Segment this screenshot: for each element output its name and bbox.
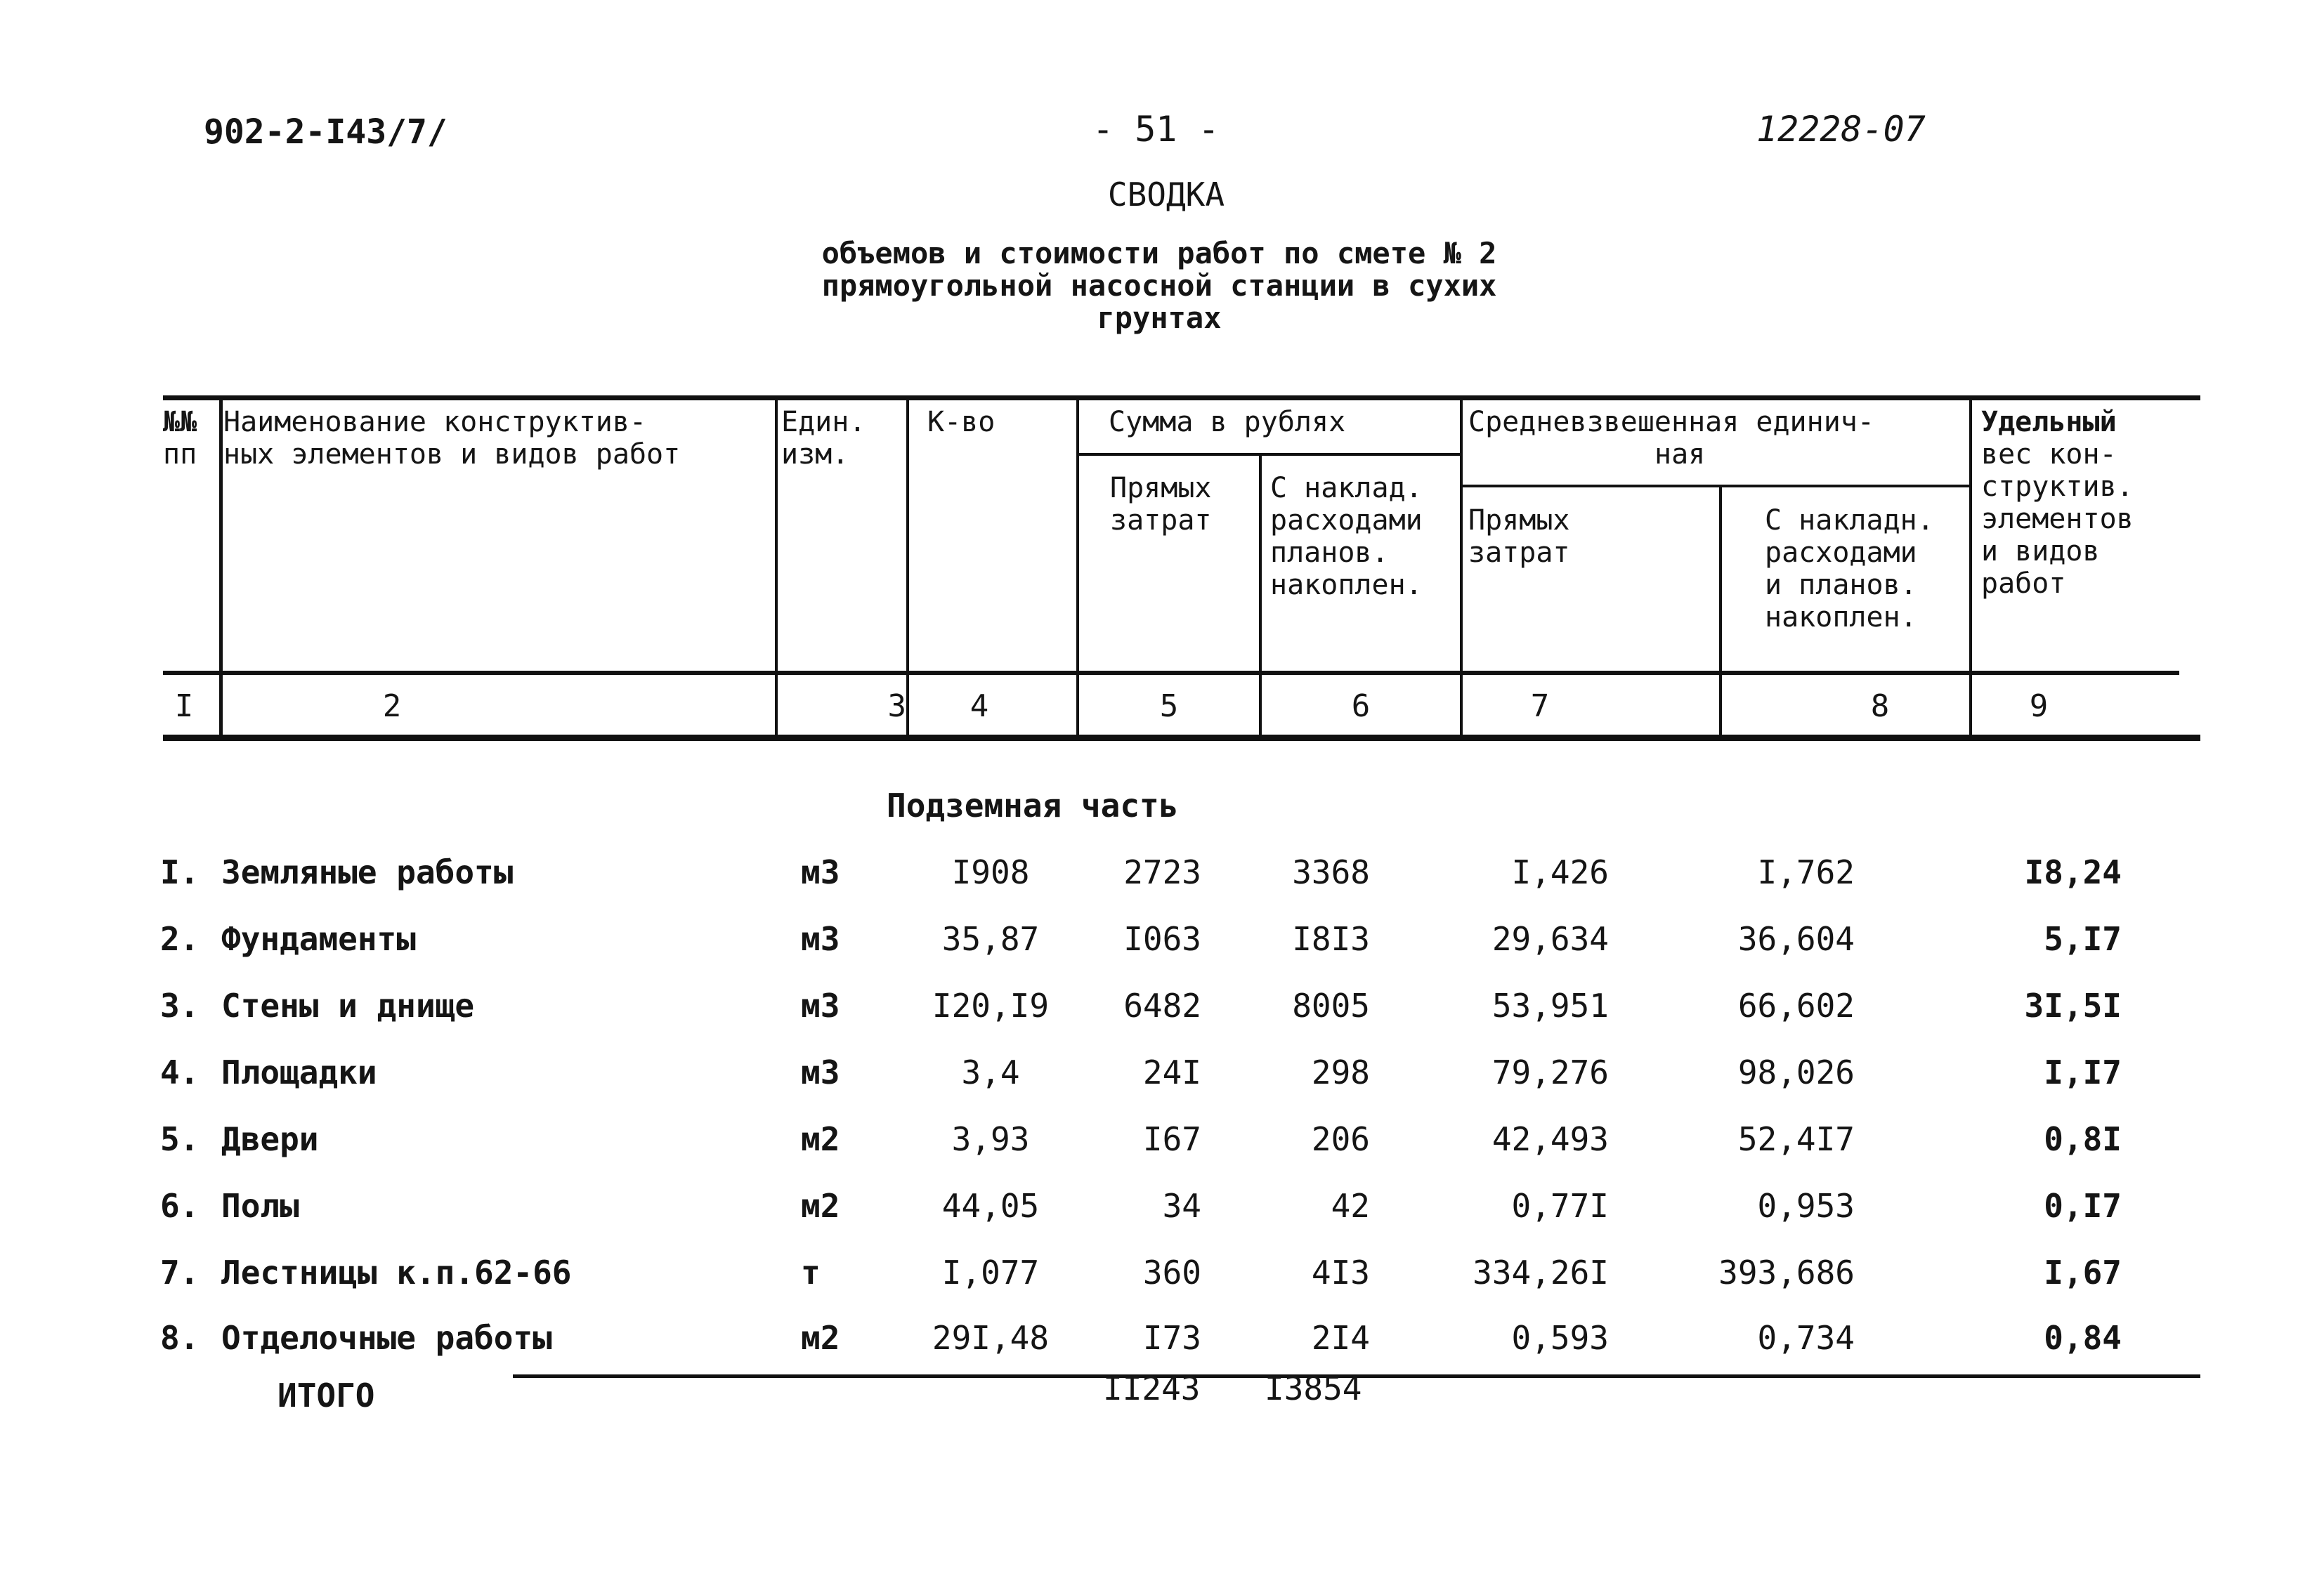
table-cell-weight: 5,I7: [2044, 920, 2122, 958]
header-weight-5: и видов: [1981, 535, 2100, 567]
table-cell-qty: 44,05: [941, 1187, 1040, 1225]
colnum-bottom-rule: [163, 735, 2200, 741]
header-num-2: пп: [163, 438, 197, 471]
table-cell-unit: т: [801, 1254, 821, 1292]
header-weight-1: Удельный: [1981, 406, 2117, 438]
header-sum-overhead-1: С наклад.: [1270, 472, 1423, 504]
col-divider-4: [1076, 398, 1079, 737]
column-number-4: 4: [970, 688, 989, 724]
table-cell-num: I.: [160, 853, 200, 891]
sum-group-rule: [1078, 453, 1461, 456]
header-sum-direct-1: Прямых: [1110, 472, 1212, 504]
inventory-number: 12228-07: [1756, 109, 1926, 150]
header-sum-overhead-4: накоплен.: [1270, 569, 1423, 601]
column-number-6: 6: [1351, 688, 1371, 724]
table-cell-avg-direct: 334,26I: [1473, 1254, 1609, 1292]
column-number-7: 7: [1530, 688, 1550, 724]
table-cell-weight: 3I,5I: [2024, 987, 2122, 1025]
header-unit-1: Един.: [781, 406, 866, 438]
table-cell-avg-overhead: 393,686: [1718, 1254, 1855, 1292]
table-cell-sum-overhead: 298: [1311, 1053, 1370, 1091]
table-cell-unit: м2: [801, 1319, 840, 1357]
header-avg-direct-1: Прямых: [1468, 504, 1570, 537]
table-cell-qty: 3,4: [961, 1053, 1020, 1091]
table-cell-avg-direct: 79,276: [1491, 1053, 1609, 1091]
column-number-2: 2: [382, 688, 402, 724]
avg-group-rule: [1461, 485, 1971, 487]
table-cell-avg-direct: 0,593: [1511, 1319, 1609, 1357]
table-cell-qty: I908: [951, 853, 1030, 891]
table-cell-unit: м3: [801, 920, 840, 958]
table-cell-qty: I20,I9: [932, 987, 1050, 1025]
table-cell-avg-overhead: 0,734: [1757, 1319, 1855, 1357]
table-cell-weight: I,67: [2044, 1254, 2122, 1292]
table-cell-sum-direct: 34: [1162, 1187, 1201, 1225]
table-cell-sum-overhead: 2I4: [1311, 1319, 1370, 1357]
header-weight-4: элементов: [1981, 503, 2134, 535]
table-cell-qty: I,077: [941, 1254, 1040, 1292]
table-cell-name: Земляные работы: [221, 853, 514, 891]
table-cell-sum-direct: 360: [1142, 1254, 1201, 1292]
column-number-9: 9: [2029, 688, 2049, 724]
header-unit-2: изм.: [781, 438, 849, 471]
table-cell-avg-direct: 42,493: [1491, 1120, 1609, 1158]
header-weight-3: структив.: [1981, 471, 2134, 503]
table-cell-avg-direct: 53,951: [1491, 987, 1609, 1025]
table-cell-sum-direct: I063: [1123, 920, 1201, 958]
header-avg-group-2: ная: [1654, 438, 1706, 471]
header-avg-overhead-2: расходами: [1765, 537, 1917, 569]
table-cell-weight: I,I7: [2044, 1053, 2122, 1091]
table-cell-avg-overhead: 52,4I7: [1737, 1120, 1855, 1158]
table-cell-avg-overhead: 66,602: [1737, 987, 1855, 1025]
header-qty: К-во: [927, 406, 995, 438]
table-cell-avg-overhead: I,762: [1757, 853, 1855, 891]
table-cell-sum-overhead: 8005: [1292, 987, 1370, 1025]
header-sum-overhead-3: планов.: [1270, 537, 1389, 569]
header-name-2: ных элементов и видов работ: [223, 438, 681, 471]
table-cell-name: Стены и днище: [221, 987, 475, 1025]
header-avg-overhead-4: накоплен.: [1765, 601, 1917, 633]
total-label: ИТОГО: [278, 1377, 375, 1414]
table-cell-avg-overhead: 36,604: [1737, 920, 1855, 958]
table-top-rule: [163, 395, 2200, 400]
col-divider-8: [1969, 398, 1972, 737]
table-cell-sum-direct: I73: [1142, 1319, 1201, 1357]
table-cell-name: Площадки: [221, 1053, 377, 1091]
table-cell-num: 8.: [160, 1319, 200, 1357]
table-cell-name: Лестницы к.п.62-66: [221, 1254, 572, 1292]
col-divider-3: [906, 398, 909, 737]
table-cell-weight: I8,24: [2024, 853, 2122, 891]
col-divider-6: [1460, 398, 1463, 737]
table-cell-avg-direct: 0,77I: [1511, 1187, 1609, 1225]
header-weight-2: вес кон-: [1981, 438, 2117, 471]
col-divider-1: [219, 398, 223, 737]
table-cell-name: Фундаменты: [221, 920, 416, 958]
subtitle-line-3: грунтах: [1097, 301, 1222, 335]
table-cell-unit: м3: [801, 853, 840, 891]
col-divider-2: [775, 398, 778, 737]
header-bottom-rule: [163, 671, 2179, 675]
table-cell-avg-overhead: 98,026: [1737, 1053, 1855, 1091]
table-cell-qty: 29I,48: [932, 1319, 1050, 1357]
table-cell-sum-overhead: 4I3: [1311, 1254, 1370, 1292]
table-cell-num: 6.: [160, 1187, 200, 1225]
table-cell-unit: м3: [801, 1053, 840, 1091]
table-cell-unit: м2: [801, 1120, 840, 1158]
header-num-1: №№: [163, 406, 197, 438]
table-cell-sum-overhead: 3368: [1292, 853, 1370, 891]
table-cell-name: Полы: [221, 1187, 299, 1225]
subtitle-line-2: прямоугольной насосной станции в сухих: [821, 268, 1497, 303]
table-cell-name: Отделочные работы: [221, 1319, 552, 1357]
table-cell-sum-overhead: I8I3: [1292, 920, 1370, 958]
table-cell-qty: 35,87: [941, 920, 1040, 958]
total-sum-direct: II243: [1103, 1370, 1201, 1407]
table-cell-name: Двери: [221, 1120, 319, 1158]
header-sum-overhead-2: расходами: [1270, 504, 1423, 537]
page-number: - 51 -: [1092, 109, 1220, 150]
header-weight-6: работ: [1981, 567, 2066, 600]
table-cell-sum-direct: 6482: [1123, 987, 1201, 1025]
header-sum-group: Сумма в рублях: [1109, 406, 1346, 438]
header-avg-group-1: Средневзвешенная единич-: [1468, 406, 1874, 438]
table-cell-weight: 0,84: [2044, 1319, 2122, 1357]
column-number-8: 8: [1870, 688, 1890, 724]
page-title: СВОДКА: [1107, 176, 1225, 214]
header-name-1: Наименование конструктив-: [223, 406, 647, 438]
table-cell-unit: м2: [801, 1187, 840, 1225]
table-cell-num: 2.: [160, 920, 200, 958]
table-cell-num: 5.: [160, 1120, 200, 1158]
header-avg-overhead-1: С накладн.: [1765, 504, 1934, 537]
table-cell-qty: 3,93: [951, 1120, 1030, 1158]
table-cell-sum-overhead: 42: [1331, 1187, 1370, 1225]
header-avg-direct-2: затрат: [1468, 537, 1570, 569]
total-sum-overhead: I3854: [1265, 1370, 1362, 1407]
header-avg-overhead-3: и планов.: [1765, 569, 1917, 601]
column-number-1: I: [174, 688, 194, 724]
document-code: 902-2-I43/7/: [204, 112, 448, 152]
table-cell-sum-direct: 2723: [1123, 853, 1201, 891]
table-cell-weight: 0,8I: [2044, 1120, 2122, 1158]
header-sum-direct-2: затрат: [1110, 504, 1212, 537]
column-number-5: 5: [1159, 688, 1179, 724]
table-cell-avg-direct: I,426: [1511, 853, 1609, 891]
table-cell-sum-overhead: 206: [1311, 1120, 1370, 1158]
table-cell-num: 4.: [160, 1053, 200, 1091]
table-cell-avg-direct: 29,634: [1491, 920, 1609, 958]
table-cell-sum-direct: I67: [1142, 1120, 1201, 1158]
subtitle-line-1: объемов и стоимости работ по смете № 2: [821, 236, 1497, 270]
table-cell-num: 7.: [160, 1254, 200, 1292]
table-cell-weight: 0,I7: [2044, 1187, 2122, 1225]
table-cell-sum-direct: 24I: [1142, 1053, 1201, 1091]
table-cell-unit: м3: [801, 987, 840, 1025]
table-cell-num: 3.: [160, 987, 200, 1025]
column-number-3: 3: [887, 688, 906, 724]
section-title: Подземная часть: [887, 787, 1179, 825]
table-cell-avg-overhead: 0,953: [1757, 1187, 1855, 1225]
